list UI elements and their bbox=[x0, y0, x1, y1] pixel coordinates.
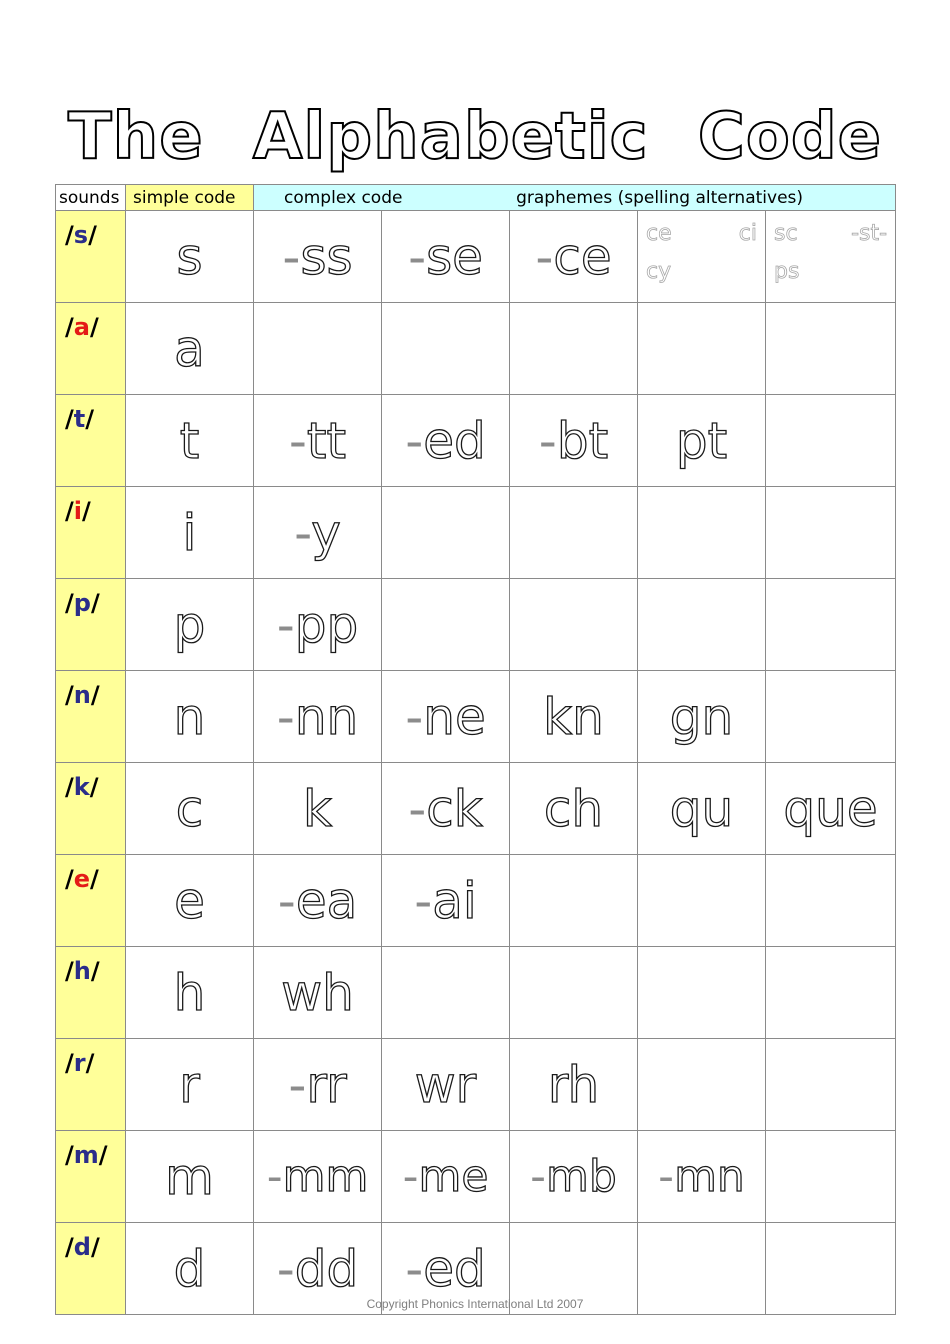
grapheme-letters: mb bbox=[546, 1151, 617, 1202]
sound-slash-open: / bbox=[65, 497, 74, 525]
sound-letter: i bbox=[73, 497, 82, 525]
grapheme bbox=[405, 688, 486, 746]
complex-code-cell bbox=[766, 487, 896, 579]
grapheme: rh bbox=[547, 1055, 600, 1114]
small-graphemes-line bbox=[646, 253, 757, 291]
grapheme bbox=[267, 1151, 369, 1202]
complex-code-cell bbox=[510, 1131, 638, 1223]
simple-code-cell: p bbox=[126, 579, 254, 671]
grapheme-letters: ce bbox=[553, 227, 612, 286]
simple-code-cell: e bbox=[126, 855, 254, 947]
small-grapheme: sc bbox=[774, 221, 798, 246]
complex-code-cell bbox=[254, 947, 382, 1039]
complex-code-cell bbox=[766, 395, 896, 487]
code-row bbox=[56, 303, 896, 395]
complex-code-cell bbox=[638, 855, 766, 947]
complex-code-cell bbox=[638, 487, 766, 579]
sound-letter: e bbox=[73, 865, 91, 893]
code-row bbox=[56, 1131, 896, 1223]
complex-code-cell bbox=[382, 947, 510, 1039]
complex-code-cell bbox=[766, 1131, 896, 1223]
grapheme-letters: tt bbox=[306, 411, 347, 470]
complex-code-cell bbox=[638, 671, 766, 763]
grapheme-letters: y bbox=[311, 503, 341, 562]
page-title: The Alphabetic Code bbox=[67, 100, 883, 174]
complex-code-cell bbox=[766, 855, 896, 947]
complex-code-cell bbox=[382, 579, 510, 671]
sound-slash-close: / bbox=[89, 313, 99, 341]
grapheme-dash: - bbox=[294, 503, 312, 562]
grapheme-dash: - bbox=[538, 411, 557, 470]
grapheme-dash: - bbox=[405, 411, 424, 470]
complex-code-cell bbox=[254, 1039, 382, 1131]
grapheme: ch bbox=[543, 779, 604, 838]
grapheme bbox=[289, 412, 346, 470]
complex-code-cell bbox=[382, 487, 510, 579]
small-grapheme: -st- bbox=[851, 221, 888, 246]
complex-code-cell bbox=[254, 1131, 382, 1223]
grapheme-dash: - bbox=[530, 1151, 547, 1202]
header-complex-code bbox=[254, 185, 896, 211]
sound-slash-close: / bbox=[85, 1049, 95, 1077]
sound-slash-close: / bbox=[90, 865, 99, 893]
sound-cell bbox=[56, 211, 126, 303]
simple-code-cell: n bbox=[126, 671, 254, 763]
small-grapheme: ps bbox=[774, 259, 800, 284]
grapheme bbox=[408, 780, 483, 838]
sound-slash-close: / bbox=[88, 221, 97, 249]
grapheme-dash: - bbox=[266, 1151, 283, 1202]
complex-code-cell bbox=[766, 303, 896, 395]
complex-code-cell bbox=[382, 763, 510, 855]
grapheme-letters: ne bbox=[423, 687, 486, 746]
sound-cell bbox=[56, 579, 126, 671]
grapheme-dash: - bbox=[276, 1239, 295, 1298]
grapheme bbox=[288, 1056, 346, 1114]
grapheme-dash: - bbox=[288, 1055, 307, 1114]
complex-code-cell bbox=[638, 1039, 766, 1131]
header-row bbox=[56, 185, 896, 211]
grapheme: wh bbox=[281, 963, 354, 1022]
complex-code-cell bbox=[510, 211, 638, 303]
grapheme-dash: - bbox=[288, 411, 307, 470]
code-row bbox=[56, 487, 896, 579]
sound-cell bbox=[56, 947, 126, 1039]
grapheme-dash: - bbox=[402, 1151, 419, 1202]
grapheme bbox=[658, 1151, 745, 1202]
complex-code-cell bbox=[382, 855, 510, 947]
grapheme-letters: ea bbox=[295, 871, 358, 930]
grapheme-letters: bt bbox=[556, 411, 609, 470]
grapheme-letters: nn bbox=[294, 687, 359, 746]
sound-letter: a bbox=[73, 313, 90, 341]
sound-cell bbox=[56, 303, 126, 395]
grapheme-letters: dd bbox=[294, 1239, 359, 1298]
complex-code-cell bbox=[510, 395, 638, 487]
sound-cell bbox=[56, 1131, 126, 1223]
grapheme bbox=[405, 1240, 486, 1298]
sound-slash-open: / bbox=[65, 221, 74, 249]
header-complex-label: complex code bbox=[284, 187, 403, 208]
copyright-notice: Copyright Phonics International Ltd 2007 bbox=[366, 1297, 584, 1311]
grapheme bbox=[408, 228, 483, 286]
grapheme: qu bbox=[669, 779, 734, 838]
grapheme bbox=[539, 412, 608, 470]
sound-cell bbox=[56, 487, 126, 579]
small-graphemes-line bbox=[774, 215, 887, 253]
sound-cell bbox=[56, 763, 126, 855]
sound-slash-close: / bbox=[90, 589, 100, 617]
complex-code-cell bbox=[254, 487, 382, 579]
code-row bbox=[56, 211, 896, 303]
grapheme bbox=[277, 596, 359, 654]
grapheme-dash: - bbox=[408, 779, 427, 838]
grapheme bbox=[414, 872, 477, 930]
grapheme-letters: mm bbox=[282, 1151, 369, 1202]
code-row bbox=[56, 395, 896, 487]
sound-letter: d bbox=[73, 1233, 91, 1261]
sound-slash-open: / bbox=[65, 313, 74, 341]
grapheme: wr bbox=[414, 1055, 477, 1114]
simple-code-cell: i bbox=[126, 487, 254, 579]
complex-code-cell bbox=[638, 763, 766, 855]
grapheme-letters: rr bbox=[306, 1055, 347, 1114]
complex-code-cell bbox=[766, 579, 896, 671]
grapheme: que bbox=[783, 779, 878, 838]
grapheme-dash: - bbox=[276, 687, 295, 746]
grapheme: gn bbox=[669, 687, 734, 746]
grapheme-dash: - bbox=[282, 227, 301, 286]
complex-code-cell bbox=[382, 1131, 510, 1223]
complex-code-cell bbox=[638, 579, 766, 671]
sound-letter: m bbox=[73, 1141, 99, 1169]
grapheme-dash: - bbox=[405, 1239, 424, 1298]
sound-cell bbox=[56, 855, 126, 947]
grapheme bbox=[278, 872, 357, 930]
sound-cell bbox=[56, 1039, 126, 1131]
grapheme bbox=[535, 228, 611, 286]
complex-code-cell bbox=[510, 671, 638, 763]
complex-code-cell bbox=[254, 671, 382, 763]
simple-code-cell: r bbox=[126, 1039, 254, 1131]
grapheme-dash: - bbox=[408, 227, 427, 286]
grapheme-letters: me bbox=[418, 1151, 489, 1202]
grapheme bbox=[277, 1240, 359, 1298]
grapheme: pt bbox=[675, 411, 728, 470]
complex-code-cell bbox=[254, 303, 382, 395]
grapheme-dash: - bbox=[414, 871, 433, 930]
simple-code-cell: h bbox=[126, 947, 254, 1039]
grapheme-letters: se bbox=[426, 227, 483, 286]
complex-code-cell bbox=[382, 671, 510, 763]
grapheme-letters: ck bbox=[426, 779, 483, 838]
sound-cell bbox=[56, 671, 126, 763]
code-row bbox=[56, 1039, 896, 1131]
grapheme-letters: pp bbox=[294, 595, 359, 654]
complex-code-cell bbox=[510, 855, 638, 947]
sound-slash-open: / bbox=[65, 865, 74, 893]
sound-letter: t bbox=[73, 405, 86, 433]
simple-code-cell: s bbox=[126, 211, 254, 303]
grapheme-dash: - bbox=[277, 871, 296, 930]
simple-code-cell: t bbox=[126, 395, 254, 487]
grapheme bbox=[530, 1151, 617, 1202]
complex-code-cell bbox=[254, 763, 382, 855]
grapheme-letters: ed bbox=[423, 1239, 486, 1298]
sound-slash-close: / bbox=[82, 497, 91, 525]
small-grapheme: ce bbox=[646, 221, 672, 246]
complex-code-cell bbox=[638, 303, 766, 395]
simple-code-cell: m bbox=[126, 1131, 254, 1223]
sound-cell bbox=[56, 395, 126, 487]
grapheme: k bbox=[303, 779, 332, 838]
sound-slash-open: / bbox=[65, 773, 74, 801]
grapheme-dash: - bbox=[535, 227, 554, 286]
complex-code-cell bbox=[638, 1131, 766, 1223]
sound-slash-close: / bbox=[90, 681, 100, 709]
complex-code-cell bbox=[638, 395, 766, 487]
sound-slash-open: / bbox=[65, 405, 74, 433]
complex-code-cell bbox=[510, 487, 638, 579]
complex-code-cell bbox=[254, 211, 382, 303]
sound-slash-open: / bbox=[65, 1049, 74, 1077]
grapheme-letters: ai bbox=[432, 871, 477, 930]
code-row bbox=[56, 579, 896, 671]
code-row bbox=[56, 763, 896, 855]
sound-slash-close: / bbox=[98, 1141, 108, 1169]
sound-letter: p bbox=[73, 589, 91, 617]
small-grapheme: ci bbox=[738, 221, 757, 246]
simple-code-cell: c bbox=[126, 763, 254, 855]
complex-code-cell bbox=[254, 579, 382, 671]
grapheme bbox=[277, 688, 358, 746]
header-graphemes-label: graphemes (spelling alternatives) bbox=[516, 187, 804, 208]
complex-code-cell bbox=[766, 671, 896, 763]
complex-code-cell bbox=[766, 763, 896, 855]
code-row bbox=[56, 671, 896, 763]
complex-code-cell bbox=[382, 211, 510, 303]
sound-letter: s bbox=[73, 221, 89, 249]
complex-code-cell bbox=[766, 1039, 896, 1131]
sound-slash-close: / bbox=[90, 1233, 100, 1261]
code-row bbox=[56, 947, 896, 1039]
complex-code-cell bbox=[382, 1039, 510, 1131]
sound-slash-open: / bbox=[65, 957, 74, 985]
simple-code-cell: d bbox=[126, 1223, 254, 1315]
grapheme bbox=[282, 228, 352, 286]
complex-code-cell bbox=[254, 855, 382, 947]
complex-code-cell bbox=[510, 947, 638, 1039]
grapheme-letters: ed bbox=[423, 411, 486, 470]
sound-letter: h bbox=[73, 957, 91, 985]
complex-code-cell bbox=[510, 579, 638, 671]
simple-code-cell: a bbox=[126, 303, 254, 395]
grapheme bbox=[405, 412, 486, 470]
complex-code-cell bbox=[254, 395, 382, 487]
complex-code-cell bbox=[510, 763, 638, 855]
header-simple-code: simple code bbox=[126, 185, 254, 211]
sound-slash-close: / bbox=[85, 405, 95, 433]
alphabetic-code-table bbox=[55, 184, 896, 1315]
sound-letter: k bbox=[73, 773, 90, 801]
header-sounds: sounds bbox=[56, 185, 126, 211]
sound-slash-open: / bbox=[65, 1233, 74, 1261]
complex-code-cell bbox=[510, 1039, 638, 1131]
grapheme-letters: ss bbox=[300, 227, 353, 286]
small-graphemes-line bbox=[774, 253, 887, 291]
grapheme bbox=[403, 1151, 489, 1202]
small-graphemes-line bbox=[646, 215, 757, 253]
sound-slash-close: / bbox=[90, 957, 100, 985]
grapheme-letters: mn bbox=[674, 1151, 745, 1202]
grapheme: kn bbox=[543, 687, 604, 746]
sound-slash-open: / bbox=[65, 681, 74, 709]
small-grapheme: cy bbox=[646, 259, 672, 284]
code-row bbox=[56, 855, 896, 947]
grapheme-dash: - bbox=[276, 595, 295, 654]
sound-slash-open: / bbox=[65, 589, 74, 617]
sound-letter: r bbox=[73, 1049, 86, 1077]
sound-letter: n bbox=[73, 681, 91, 709]
small-graphemes-cell bbox=[766, 211, 896, 303]
complex-code-cell bbox=[382, 303, 510, 395]
complex-code-cell bbox=[638, 947, 766, 1039]
complex-code-cell bbox=[510, 303, 638, 395]
sound-slash-close: / bbox=[89, 773, 99, 801]
complex-code-cell bbox=[766, 947, 896, 1039]
complex-code-cell bbox=[382, 395, 510, 487]
grapheme bbox=[294, 504, 341, 562]
small-graphemes-cell bbox=[638, 211, 766, 303]
grapheme-dash: - bbox=[405, 687, 424, 746]
sound-slash-open: / bbox=[65, 1141, 74, 1169]
grapheme-dash: - bbox=[658, 1151, 675, 1202]
